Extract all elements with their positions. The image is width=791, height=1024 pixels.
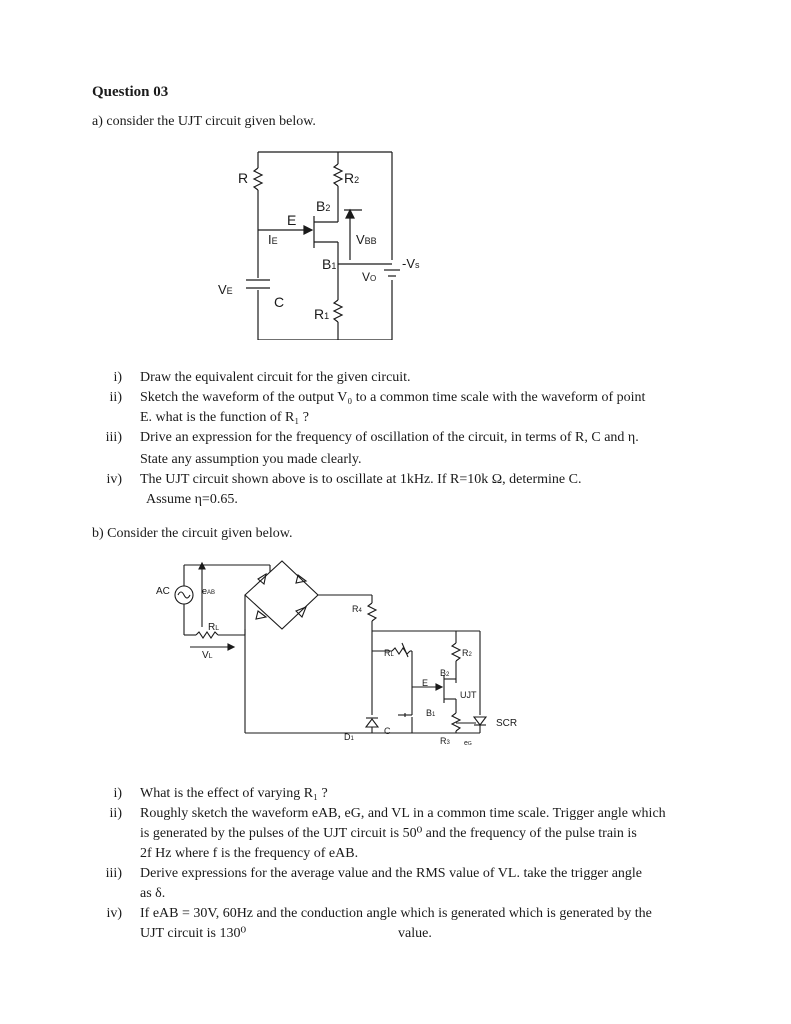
label-b1b: B1 [426,708,436,718]
question-title: Question 03 [92,84,169,100]
question-item: iv) The UJT circuit shown above is to oscillate at 1kHz. If R=10k Ω, determine C. Assume η=0.65. [106,472,582,507]
label-r1: R1 [314,306,330,322]
part-a-intro: a) consider the UJT circuit given below. [92,114,316,129]
ujt-oscillator-circuit [200,140,420,340]
question-item: iii) Derive expressions for the average value and the RMS value of VL. take the trigger angle as δ. [105,866,643,901]
question-item: ii) Sketch the waveform of the output V₀ to a common time scale with the waveform of point E. what is the function of R₁ ? [109,390,646,425]
question-item: i) Draw the equivalent circuit for the given circuit. [113,370,411,385]
label-ac: AC [156,586,170,597]
part-b-questions [0,784,791,944]
label-b1: B1 [322,256,337,272]
label-r3: R3 [440,736,450,746]
label-vo: VO [362,270,377,284]
label-vs: -Vs [402,256,420,271]
label-ve: VE [218,282,233,297]
part-a-questions [0,368,791,510]
label-vl: VL [202,650,213,661]
label-ujt: UJT [460,690,477,700]
label-ie: IE [268,232,278,247]
question-item: iv) If eAB = 30V, 60Hz and the conduction angle which is generated which is generated by the UJT circuit is 130⁰ value. [106,906,652,941]
label-rl2: RL [384,648,394,658]
label-eab: eAB [202,586,216,596]
label-vbb: VBB [356,232,377,247]
question-item: iii) Drive an expression for the frequency of oscillation of the circuit, in terms of R, C and η. State any assumption you made clearly. [105,430,639,467]
label-r2: R2 [344,170,360,186]
label-r4: R4 [352,604,362,614]
label-eg: eG [464,740,472,747]
label-e: E [287,212,297,228]
label-scr: SCR [496,718,518,729]
label-rl: RL [208,622,220,633]
label-c: C [274,294,285,310]
label-cb: C [384,726,391,736]
label-b2: B2 [316,198,331,214]
label-r2b: R2 [462,648,472,658]
question-item: ii) Roughly sketch the waveform eAB, eG, and VL in a common time scale. Trigger angle which is generated by the pulses of the UJT circuit is 50⁰ and the frequency of the pulse train is 2f Hz where f is the frequency of eAB. [109,806,666,861]
question-item: i) What is the effect of varying R₁ ? [113,786,328,801]
label-b2b: B2 [440,668,450,678]
label-eb: E [422,678,429,688]
label-r: R [238,170,249,186]
label-d1: D1 [344,732,354,742]
resistor-r [254,168,262,190]
part-b-intro: b) Consider the circuit given below. [92,526,293,541]
